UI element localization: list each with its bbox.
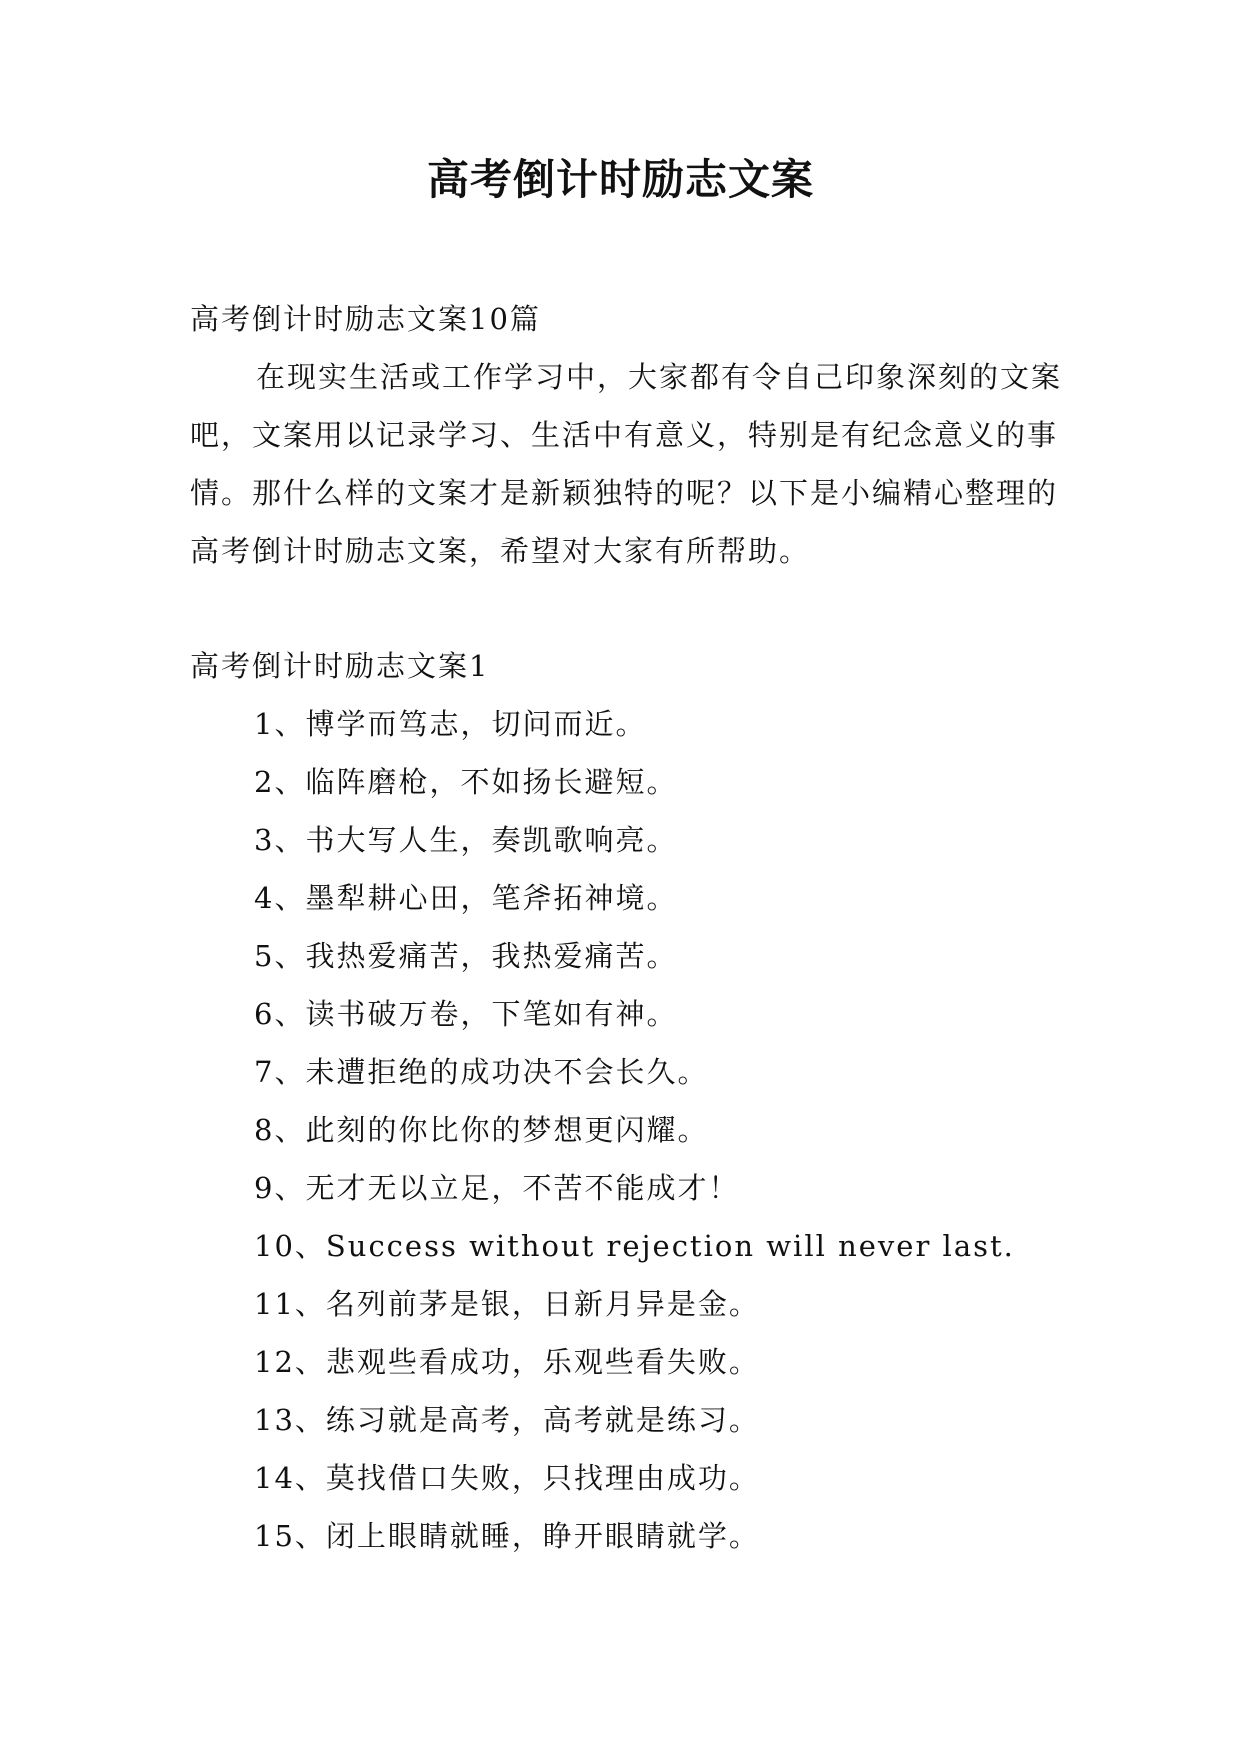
quote-item: 10、Success without rejection will never last. — [254, 1229, 1015, 1263]
quote-item: 9、无才无以立足，不苦不能成才！ — [254, 1171, 740, 1205]
quote-item: 4、墨犁耕心田，笔斧拓神境。 — [254, 881, 678, 915]
quote-item: 11、名列前茅是银，日新月异是金。 — [254, 1287, 760, 1321]
quote-item: 5、我热爱痛苦，我热爱痛苦。 — [254, 939, 678, 973]
quote-item: 12、悲观些看成功，乐观些看失败。 — [254, 1345, 760, 1379]
intro-heading: 高考倒计时励志文案10篇 — [190, 302, 541, 336]
document-title: 高考倒计时励志文案 — [426, 155, 814, 204]
quote-item: 8、此刻的你比你的梦想更闪耀。 — [254, 1113, 709, 1147]
section-heading: 高考倒计时励志文案1 — [190, 649, 490, 683]
quote-item: 1、博学而笃志，切问而近。 — [254, 707, 647, 741]
quote-item: 3、书大写人生，奏凯歌响亮。 — [254, 823, 678, 857]
intro-paragraph: 在现实生活或工作学习中，大家都有令自己印象深刻的文案吧，文案用以记录学习、生活中有意义，特别是有纪念意义的事情。那什么样的文案才是新颖独特的呢？以下是小编精心整理的高考倒计时励志文案，希望对大家有所帮助。 — [190, 360, 1063, 568]
quote-item: 14、莫找借口失败，只找理由成功。 — [254, 1461, 760, 1495]
quote-item: 7、未遭拒绝的成功决不会长久。 — [254, 1055, 709, 1089]
quote-list — [254, 695, 1134, 1565]
quote-item: 15、闭上眼睛就睡，睁开眼睛就学。 — [254, 1519, 760, 1553]
quote-item: 2、临阵磨枪，不如扬长避短。 — [254, 765, 678, 799]
quote-item: 13、练习就是高考，高考就是练习。 — [254, 1403, 760, 1437]
quote-item: 6、读书破万卷，下笔如有神。 — [254, 997, 678, 1031]
